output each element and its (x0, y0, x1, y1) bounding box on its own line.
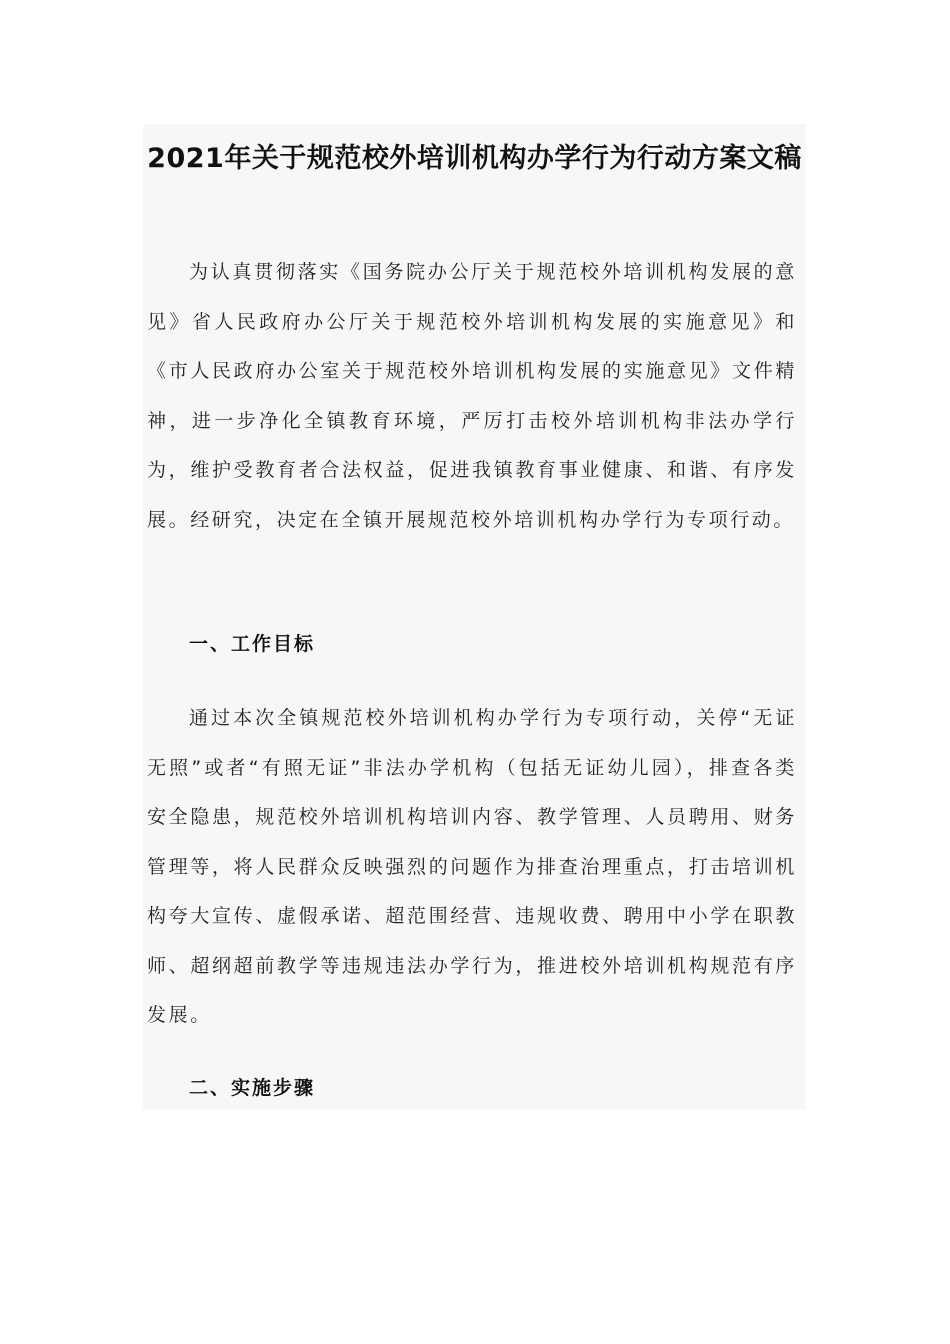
document-title: 2021年关于规范校外培训机构办学行为行动方案文稿 (147, 143, 802, 174)
goals-paragraph: 通过本次全镇规范校外培训机构办学行为专项行动，关停“无证无照”或者“有照无证”非法办学机构（包括无证幼儿园），排查各类安全隐患，规范校外培训机构培训内容、教学管理、人员聘用、财务管理等，将人民群众反映强烈的问题作为排查治理重点，打击培训机构夸大宣传、虚假承诺、超范围经营、违规收费、聘用中小学在职教师、超纲超前教学等违规违法办学行为，推进校外培训机构规范有序发展。 (147, 707, 797, 1026)
section-heading-steps: 二、实施步骤 (189, 1077, 316, 1099)
section-heading-goals: 一、工作目标 (189, 633, 316, 655)
document-page (143, 124, 806, 1110)
intro-paragraph: 为认真贯彻落实《国务院办公厅关于规范校外培训机构发展的意见》省人民政府办公厅关于规范校外培训机构发展的实施意见》和《市人民政府办公室关于规范校外培训机构发展的实施意见》文件精神，进一步净化全镇教育环境，严厉打击校外培训机构非法办学行为，维护受教育者合法权益，促进我镇教育事业健康、和谐、有序发展。经研究，决定在全镇开展规范校外培训机构办学行为专项行动。 (147, 261, 797, 531)
